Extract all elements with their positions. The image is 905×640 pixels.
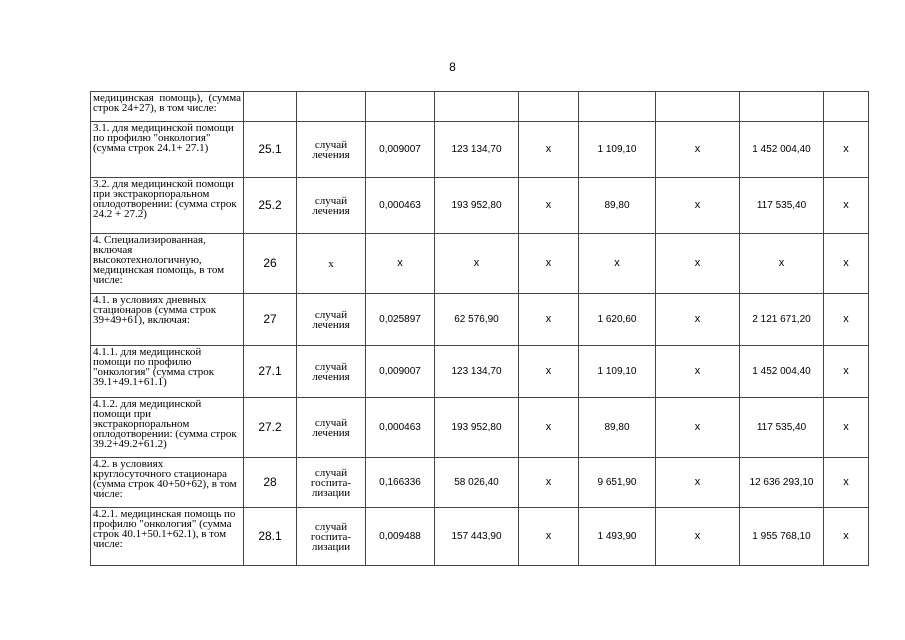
row-name-cell: 4.1. в условиях дневных стационаров (сумма строк 39+49+61), включая: <box>91 294 244 346</box>
row-code-cell: 28 <box>244 458 297 508</box>
value-cell: 117 535,40 <box>740 178 824 234</box>
value-cell: x <box>656 346 740 398</box>
value-cell: x <box>824 122 869 178</box>
unit-cell: случай лечения <box>297 294 366 346</box>
value-cell: x <box>824 346 869 398</box>
value-cell: x <box>824 398 869 458</box>
value-cell: x <box>519 122 579 178</box>
financing-table <box>90 91 869 566</box>
value-cell: 123 134,70 <box>435 346 519 398</box>
row-name-cell: 4.2.1. медицинская помощь по профилю "онкология" (сумма строк 40.1+50.1+62.1), в том числе: <box>91 508 244 566</box>
row-name-cell: 4.1.1. для медицинской помощи по профилю "онкология" (сумма строк 39.1+49.1+61.1) <box>91 346 244 398</box>
value-cell: x <box>519 346 579 398</box>
value-cell: x <box>579 234 656 294</box>
value-cell: x <box>824 458 869 508</box>
value-cell <box>824 92 869 122</box>
value-cell: 1 620,60 <box>579 294 656 346</box>
value-cell <box>366 92 435 122</box>
row-code-cell: 27 <box>244 294 297 346</box>
row-code-cell <box>244 92 297 122</box>
row-code-cell: 25.2 <box>244 178 297 234</box>
value-cell: 2 121 671,20 <box>740 294 824 346</box>
value-cell: 0,025897 <box>366 294 435 346</box>
unit-cell: случай лечения <box>297 122 366 178</box>
value-cell: x <box>656 398 740 458</box>
value-cell: 0,009488 <box>366 508 435 566</box>
value-cell: 89,80 <box>579 398 656 458</box>
value-cell: x <box>366 234 435 294</box>
table-row <box>91 346 869 398</box>
value-cell: x <box>656 458 740 508</box>
value-cell: x <box>740 234 824 294</box>
value-cell: x <box>824 178 869 234</box>
table-row <box>91 294 869 346</box>
unit-cell: случай госпита-лизации <box>297 508 366 566</box>
table-row <box>91 178 869 234</box>
value-cell: 193 952,80 <box>435 178 519 234</box>
table-row <box>91 234 869 294</box>
value-cell: x <box>824 508 869 566</box>
row-name-cell: медицинская помощь), (сумма строк 24+27), в том числе: <box>91 92 244 122</box>
row-code-cell: 28.1 <box>244 508 297 566</box>
value-cell: 0,166336 <box>366 458 435 508</box>
value-cell: 1 109,10 <box>579 346 656 398</box>
value-cell: x <box>519 294 579 346</box>
unit-cell: случай лечения <box>297 398 366 458</box>
row-name-cell: 4.1.2. для медицинской помощи при экстракорпоральном оплодотворении: (сумма строк 39.2+49.2+61.2) <box>91 398 244 458</box>
row-name-cell: 4.2. в условиях круглосуточного стационара (сумма строк 40+50+62), в том числе: <box>91 458 244 508</box>
unit-cell: x <box>297 234 366 294</box>
value-cell <box>656 92 740 122</box>
table-row <box>91 122 869 178</box>
row-name-cell: 3.1. для медицинской помощи по профилю "онкология" (сумма строк 24.1+ 27.1) <box>91 122 244 178</box>
value-cell: x <box>824 294 869 346</box>
row-name-cell: 4. Специализированная, включая высокотехнологичную, медицинская помощь, в том числе: <box>91 234 244 294</box>
value-cell: 89,80 <box>579 178 656 234</box>
row-name-cell: 3.2. для медицинской помощи при экстракорпоральном оплодотворении: (сумма строк 24.2 + 27.2) <box>91 178 244 234</box>
value-cell: x <box>824 234 869 294</box>
table-row <box>91 508 869 566</box>
value-cell: x <box>656 234 740 294</box>
value-cell: 12 636 293,10 <box>740 458 824 508</box>
value-cell: x <box>519 178 579 234</box>
value-cell: 62 576,90 <box>435 294 519 346</box>
value-cell: x <box>519 508 579 566</box>
value-cell: 157 443,90 <box>435 508 519 566</box>
row-code-cell: 27.2 <box>244 398 297 458</box>
value-cell: 58 026,40 <box>435 458 519 508</box>
row-code-cell: 27.1 <box>244 346 297 398</box>
unit-cell <box>297 92 366 122</box>
value-cell <box>579 92 656 122</box>
value-cell: 9 651,90 <box>579 458 656 508</box>
row-code-cell: 25.1 <box>244 122 297 178</box>
value-cell: x <box>519 234 579 294</box>
value-cell: x <box>656 508 740 566</box>
value-cell <box>519 92 579 122</box>
page-number: 8 <box>449 60 456 74</box>
value-cell: x <box>656 294 740 346</box>
value-cell: 1 955 768,10 <box>740 508 824 566</box>
value-cell: 1 452 004,40 <box>740 346 824 398</box>
row-code-cell: 26 <box>244 234 297 294</box>
value-cell: x <box>519 458 579 508</box>
table-row <box>91 92 869 122</box>
value-cell: x <box>656 122 740 178</box>
value-cell: x <box>519 398 579 458</box>
value-cell: 123 134,70 <box>435 122 519 178</box>
value-cell: 1 493,90 <box>579 508 656 566</box>
table-row <box>91 398 869 458</box>
value-cell <box>740 92 824 122</box>
value-cell: x <box>435 234 519 294</box>
value-cell: 193 952,80 <box>435 398 519 458</box>
value-cell <box>435 92 519 122</box>
unit-cell: случай лечения <box>297 178 366 234</box>
value-cell: x <box>656 178 740 234</box>
value-cell: 117 535,40 <box>740 398 824 458</box>
value-cell: 0,000463 <box>366 178 435 234</box>
value-cell: 1 452 004,40 <box>740 122 824 178</box>
unit-cell: случай лечения <box>297 346 366 398</box>
value-cell: 0,009007 <box>366 346 435 398</box>
value-cell: 1 109,10 <box>579 122 656 178</box>
table-row <box>91 458 869 508</box>
value-cell: 0,009007 <box>366 122 435 178</box>
value-cell: 0,000463 <box>366 398 435 458</box>
unit-cell: случай госпита-лизации <box>297 458 366 508</box>
